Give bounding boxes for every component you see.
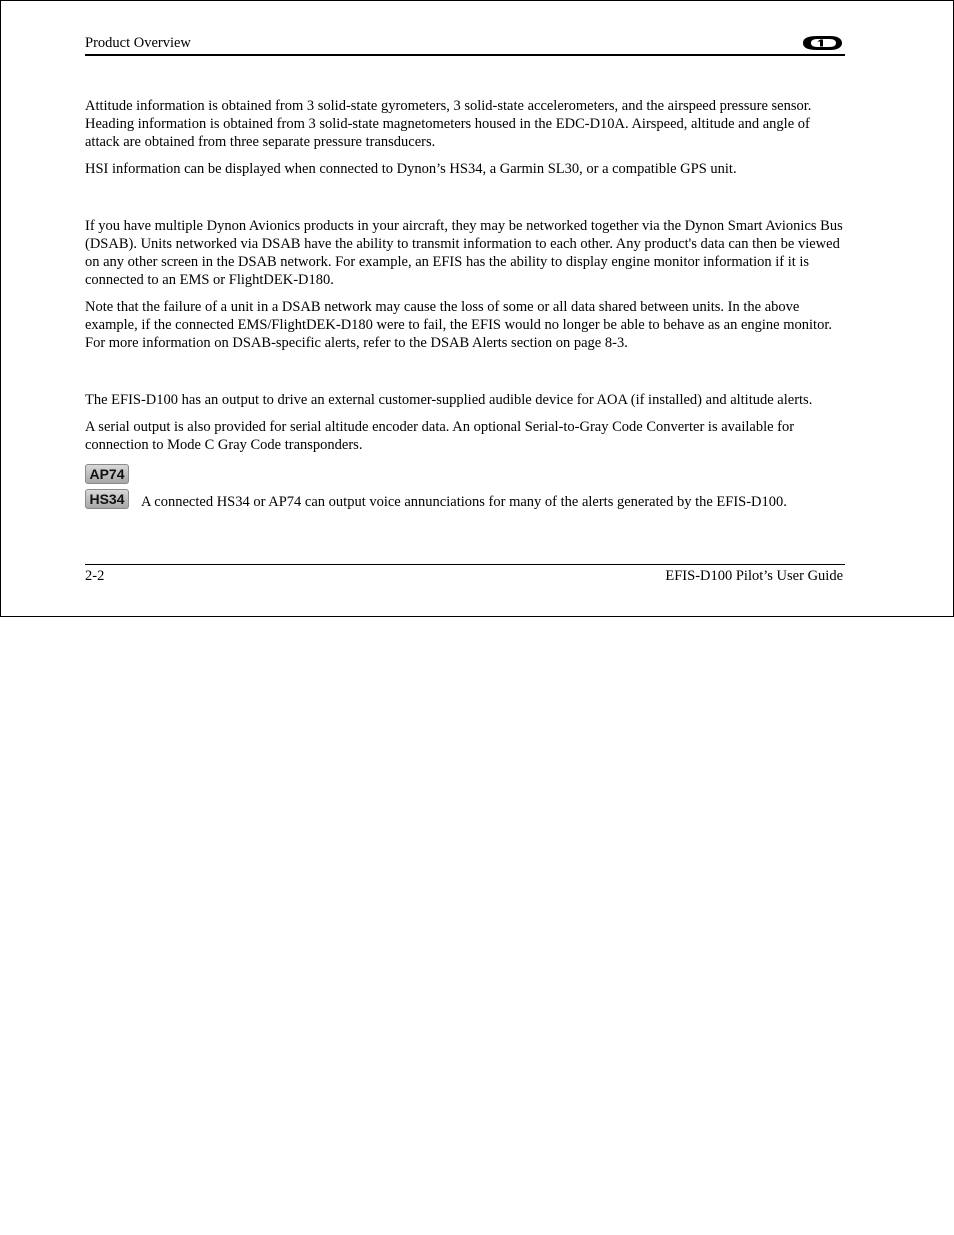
- document-page: [0, 0, 954, 617]
- attitude-paragraph: Attitude information is obtained from 3 solid-state gyrometers, 3 solid-state accelerometers, and the airspeed pressure sensor. Heading information is obtained from 3 solid-state magnetometers housed in the EDC-D10A. Airspeed, altitude and angle of attack are obtained from three separate pressure transducers.: [85, 98, 812, 150]
- guide-title: EFIS-D100 Pilot’s User Guide: [665, 568, 843, 584]
- section-title: Product Overview: [85, 35, 191, 51]
- hsi-paragraph: HSI information can be displayed when connected to Dynon’s HS34, a Garmin SL30, or a compatible GPS unit.: [85, 161, 737, 177]
- ap74-badge-icon: AP74: [85, 464, 129, 484]
- audible-output-paragraph: The EFIS-D100 has an output to drive an external customer-supplied audible device for AOA (if installed) and altitude alerts.: [85, 392, 813, 408]
- serial-output-paragraph: A serial output is also provided for serial altitude encoder data. An optional Serial-to-Gray Code Converter is available for connection to Mode C Gray Code transponders.: [85, 419, 795, 453]
- page-content: [85, 97, 847, 510]
- dsab-failure-paragraph: Note that the failure of a unit in a DSAB network may cause the loss of some or all data shared between units. In the above example, if the connected EMS/FlightDEK-D180 were to fail, the EFIS would no longer be able to behave as an engine monitor. For more information on DSAB-specific alerts, refer to the DSAB Alerts section on page 8-3.: [85, 299, 832, 351]
- dsab-paragraph: If you have multiple Dynon Avionics products in your aircraft, they may be networked together via the Dynon Smart Avionics Bus (DSAB). Units networked via DSAB have the ability to transmit information to each other. Any product's data can then be viewed on any other screen in the DSAB network. For example, an EFIS has the ability to display engine monitor information if it is connected to an EMS or FlightDEK-D180.: [85, 218, 843, 288]
- dynon-logo-icon: [800, 34, 844, 52]
- page-footer: [85, 564, 845, 589]
- hs34-badge-icon: HS34: [85, 489, 129, 509]
- page-number: 2-2: [85, 568, 105, 584]
- note-text: A connected HS34 or AP74 can output voice annunciations for many of the alerts generated by the EFIS-D100.: [141, 494, 787, 510]
- page-header: [85, 34, 845, 56]
- voice-annunciation-note: [85, 464, 847, 510]
